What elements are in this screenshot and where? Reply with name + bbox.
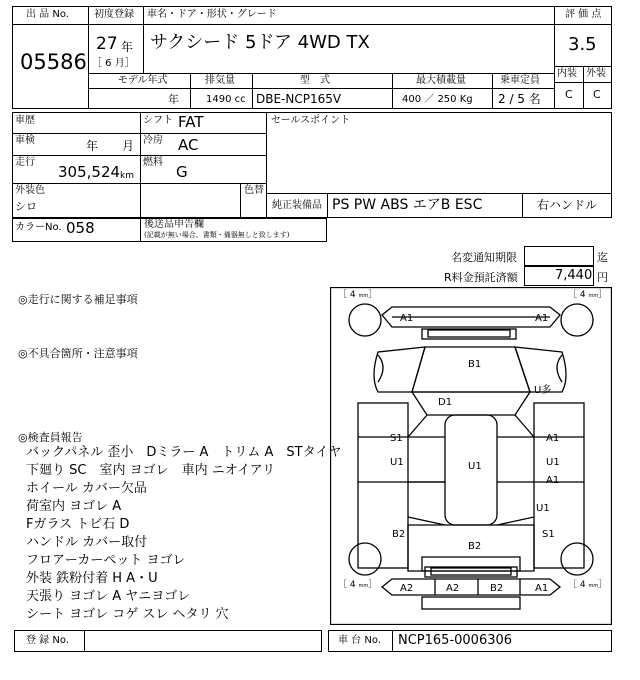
inspector-line: Fガラス トビ石 D	[26, 517, 130, 532]
lot-label: 出 品 No.	[26, 9, 69, 20]
exterior-grade: C	[593, 88, 601, 101]
score-value: 3.5	[568, 34, 597, 55]
max-load-value: 400 ／ 250 Kg	[402, 94, 473, 105]
tire-front-right-icon	[561, 304, 593, 336]
ac-label: 冷房	[143, 135, 163, 146]
code-right-rear-door-2: S1	[542, 529, 555, 540]
later-docs-note: (記載が無い場合、書類・備器無しと致します)	[144, 231, 290, 239]
code-right-fender: U多	[534, 385, 552, 396]
model-year-value: 年	[168, 93, 179, 106]
recycle-unit: 円	[597, 271, 608, 284]
equipment-label: 純正装備品	[272, 200, 322, 211]
inspector-line: 天張り ヨゴレ A ヤニヨゴレ	[26, 589, 191, 604]
model-value: DBE-NCP165V	[256, 92, 342, 106]
tire-rear-right-icon	[561, 543, 593, 575]
code-roof: U1	[468, 461, 482, 472]
code-back-door: B2	[468, 541, 482, 552]
right-mirror	[557, 355, 562, 382]
displacement-value: 1490 cc	[206, 94, 246, 105]
tire-front-left-mark: ［ 4 mm］	[338, 290, 378, 300]
code-rear-b2: B2	[490, 583, 504, 594]
ac-value: AC	[178, 136, 199, 154]
inspector-line: 外装 鉄粉付着 H A・U	[26, 571, 158, 586]
history-label: 車歴	[15, 115, 35, 126]
model-year-label: モデル年式	[118, 75, 168, 86]
car-damage-diagram	[330, 287, 612, 625]
equipment-value: PS PW ABS エアB ESC	[332, 197, 483, 213]
fuel-value: G	[176, 163, 188, 181]
windshield	[412, 392, 530, 415]
name-change-box	[524, 246, 594, 266]
exterior-color-label: 外装色	[15, 185, 45, 196]
capacity-value: 2 / 5 名	[498, 92, 541, 106]
displacement-label: 排気量	[205, 75, 235, 86]
lot-number: 05586	[20, 50, 87, 74]
exterior-color-value: シロ	[15, 200, 37, 213]
inspector-line: フロアーカーペット ヨゴレ	[26, 553, 186, 568]
first-reg-month: ［ 6 月］	[92, 58, 135, 69]
car-desc-label: 車名・ドア・形状・グレード	[147, 9, 277, 20]
inspection-month: 月	[122, 139, 135, 153]
tire-rear-left-mark: ［ 4 mm］	[338, 580, 378, 590]
driving-notes-title: ◎走行に関する補足事項	[18, 293, 138, 306]
inspector-line: バックパネル 歪小 Dミラー A トリム A STタイヤ	[26, 445, 342, 460]
code-left-quarter: B2	[392, 529, 406, 540]
reg-no-label: 登 録 No.	[26, 635, 69, 646]
code-rear-a2b: A2	[446, 583, 460, 594]
recycle-label: R料金預託済額	[444, 271, 518, 284]
inspector-line: 荷室内 ヨゴレ A	[26, 499, 122, 514]
shift-value: FAT	[178, 113, 204, 131]
inspector-title: ◎検査員報告	[18, 431, 83, 444]
inspection-year: 年	[86, 139, 99, 153]
code-rear-a2a: A2	[400, 583, 414, 594]
code-left-front-door-2: U1	[390, 457, 404, 468]
mileage-unit: km	[120, 171, 134, 181]
score-label: 評 価 点	[565, 9, 602, 20]
fuel-label: 燃料	[143, 157, 163, 168]
model-label: 型 式	[300, 75, 330, 86]
code-windshield: D1	[438, 397, 453, 408]
interior-label: 内装	[557, 68, 577, 79]
color-change-label: 色替	[244, 185, 264, 196]
name-change-unit: 迄	[597, 251, 608, 264]
code-hood: B1	[468, 359, 482, 370]
interior-grade: C	[565, 88, 573, 101]
code-right-rear-door: U1	[536, 503, 550, 514]
code-left-front-door: S1	[390, 433, 403, 444]
exterior-label: 外装	[586, 68, 606, 79]
sales-point-label: セールスポイント	[271, 115, 351, 126]
capacity-label: 乗車定員	[500, 75, 540, 86]
max-load-label: 最大積載量	[416, 75, 466, 86]
color-no-label: カラーNo.	[15, 222, 62, 233]
code-right-front-door-3: A1	[546, 475, 560, 486]
code-right-front-door-2: U1	[546, 457, 560, 468]
steering-value: 右ハンドル	[537, 198, 598, 212]
tire-rear-left-icon	[349, 543, 381, 575]
diagram-frame	[331, 288, 612, 625]
code-rear-a1: A1	[535, 583, 549, 594]
code-front-left: A1	[400, 313, 414, 324]
mileage-value: 305,524	[58, 163, 121, 181]
left-mirror	[378, 355, 383, 382]
code-front-right: A1	[535, 313, 549, 324]
tire-front-right-mark: ［ 4 mm］	[568, 290, 608, 300]
color-no-value: 058	[66, 219, 95, 237]
inspector-line: シート ヨゴレ コゲ スレ ヘタリ 穴	[26, 607, 229, 622]
year-unit: 年	[121, 40, 134, 54]
code-right-front-door: A1	[546, 433, 560, 444]
car-description: サクシード 5ドア 4WD TX	[150, 32, 370, 53]
tire-rear-right-mark: ［ 4 mm］	[568, 580, 608, 590]
defects-notes-title: ◎不具合箇所・注意事項	[18, 347, 138, 360]
chassis-value: NCP165-0006306	[398, 633, 513, 648]
inspector-lines	[26, 446, 341, 626]
left-front-fender	[374, 347, 425, 392]
later-docs-label: 後送品申告欄	[144, 219, 204, 230]
first-reg-label: 初度登録	[94, 9, 134, 20]
mileage-label: 走行	[15, 157, 35, 168]
first-reg-year: 27	[96, 34, 118, 54]
chassis-label: 車 台 No.	[338, 635, 381, 646]
shift-label: シフト	[143, 115, 173, 126]
tire-front-left-icon	[349, 304, 381, 336]
name-change-label: 名変通知期限	[451, 251, 517, 264]
inspector-line: 下廻り SC 室内 ヨゴレ 車内 ニオイアリ	[26, 463, 276, 478]
inspection-label: 車検	[15, 135, 35, 146]
inspector-line: ホイール カバー欠品	[26, 481, 147, 496]
recycle-value: 7,440	[555, 268, 593, 283]
inspector-line: ハンドル カバー取付	[26, 535, 148, 550]
